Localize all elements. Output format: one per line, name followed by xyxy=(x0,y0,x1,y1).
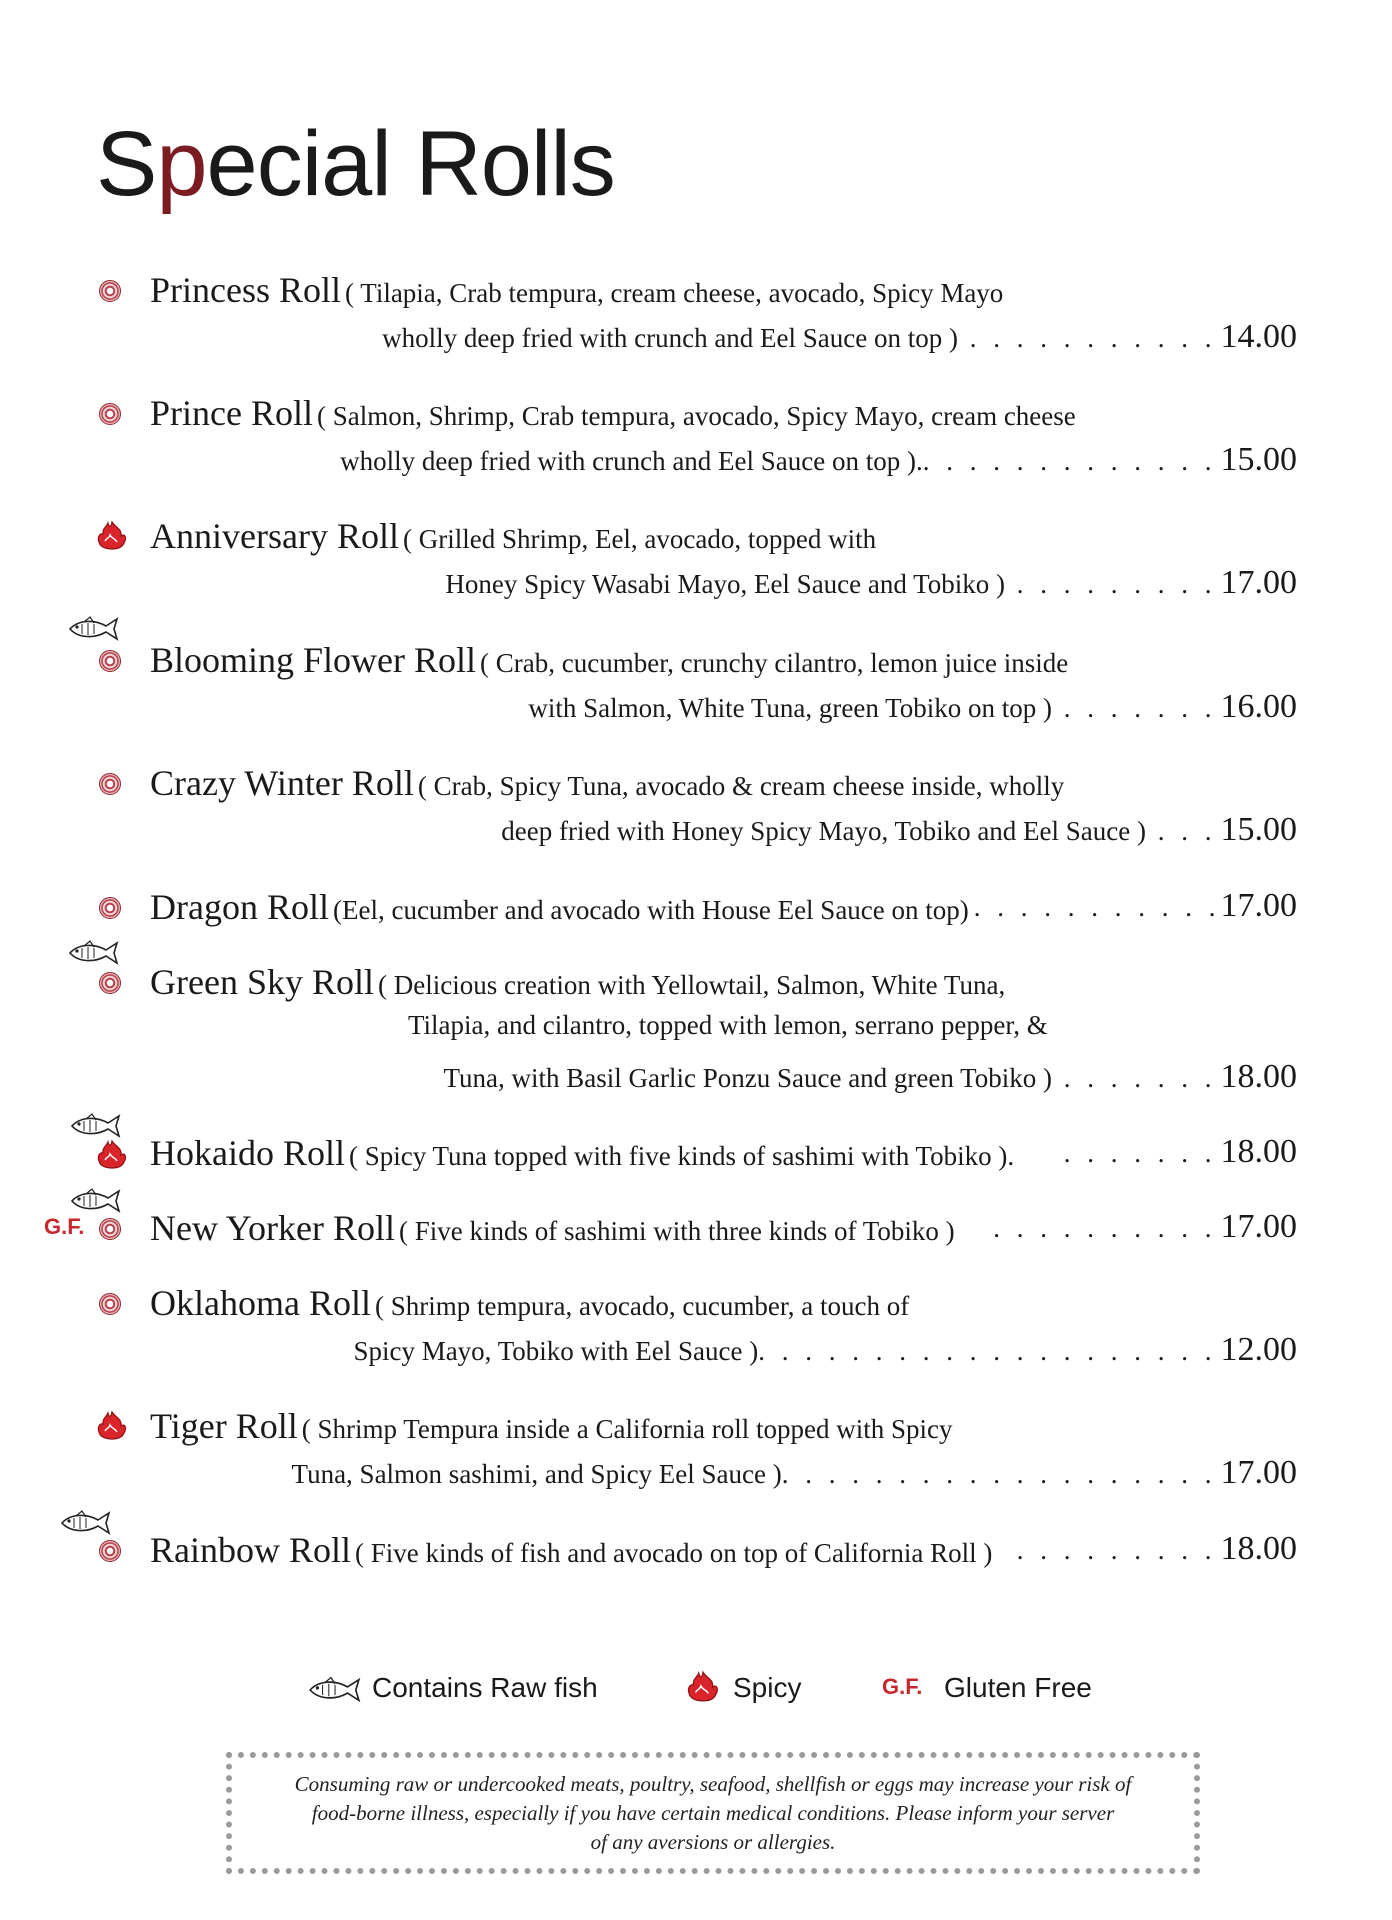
item-description: (Eel, cucumber and avocado with House Eel Sauce on top) xyxy=(332,895,969,925)
item-name: Tiger Roll xyxy=(150,1406,298,1446)
leader-dots: . . . . . . . . . . . xyxy=(958,323,1217,353)
notice-line-2: food-borne illness, especially if you have certain medical conditions. Please inform your server xyxy=(311,1801,1115,1825)
raw-fish-icon xyxy=(58,1510,112,1536)
leader-dots: . . . xyxy=(1146,816,1217,846)
leader-dots: . . . . . . . . . . . . . xyxy=(922,446,1217,476)
leader-dots: . . . . . . . . . . . . . . . . . . . . xyxy=(758,1336,1217,1366)
item-name: Rainbow Roll xyxy=(150,1530,352,1570)
notice-line-1: Consuming raw or undercooked meats, poultry, seafood, shellfish or eggs may increase your risk of xyxy=(294,1772,1132,1796)
item-price: 17.00 xyxy=(1220,1454,1297,1491)
leader-dots: . . . . . . . xyxy=(1063,1138,1217,1168)
item-price: 18.00 xyxy=(1220,1058,1297,1095)
raw-fish-icon xyxy=(306,1676,362,1704)
item-price: 18.00 xyxy=(1220,1530,1297,1567)
item-description: ( Crab, cucumber, crunchy cilantro, lemon juice inside xyxy=(480,648,1069,678)
raw-fish-icon xyxy=(68,1113,122,1139)
item-price: 15.00 xyxy=(1220,441,1297,478)
item-name: Blooming Flower Roll xyxy=(150,640,477,680)
item-description-cont: wholly deep fried with crunch and Eel Sauce on top ) xyxy=(382,323,958,353)
flower-icon xyxy=(99,1293,121,1315)
leader-dots: . . . . . . . . . . xyxy=(993,1213,1217,1243)
item-name: New Yorker Roll xyxy=(150,1208,396,1248)
flower-icon xyxy=(99,403,121,425)
allergy-notice xyxy=(226,1752,1200,1874)
spicy-flame-icon xyxy=(96,1139,128,1169)
item-name: Princess Roll xyxy=(150,270,342,310)
item-price: 17.00 xyxy=(1220,887,1297,924)
item-description-cont: deep fried with Honey Spicy Mayo, Tobiko and Eel Sauce ) xyxy=(501,816,1146,846)
leader-dots: . . . . . . . . . . . . . . . . . . . xyxy=(781,1459,1217,1489)
leader-dots: . . . . . . . . . . . xyxy=(973,892,1221,922)
legend-spicy-label: Spicy xyxy=(733,1672,802,1703)
leader-dots: . . . . . . . . . xyxy=(1016,1535,1217,1565)
item-price: 16.00 xyxy=(1220,688,1297,725)
flower-icon xyxy=(99,897,121,919)
spicy-flame-icon xyxy=(96,1410,128,1440)
leader-dots: . . . . . . . xyxy=(1052,693,1217,723)
item-name: Prince Roll xyxy=(150,393,313,433)
legend xyxy=(0,1668,1392,1708)
raw-fish-icon xyxy=(66,940,120,966)
flower-icon xyxy=(99,1218,121,1240)
item-description-cont: Spicy Mayo, Tobiko with Eel Sauce ) xyxy=(353,1336,759,1366)
item-description-cont: with Salmon, White Tuna, green Tobiko on top ) xyxy=(528,693,1052,723)
item-description: ( Delicious creation with Yellowtail, Salmon, White Tuna, xyxy=(377,970,1006,1000)
item-name: Green Sky Roll xyxy=(150,962,374,1002)
item-price: 14.00 xyxy=(1220,318,1297,355)
raw-fish-icon xyxy=(66,616,120,642)
page-title: Special Rolls xyxy=(96,113,615,215)
item-price: 17.00 xyxy=(1220,1208,1297,1245)
item-description-cont: Tuna, Salmon sashimi, and Spicy Eel Sauce ) xyxy=(291,1459,782,1489)
item-description: ( Grilled Shrimp, Eel, avocado, topped with xyxy=(402,524,877,554)
item-price: 17.00 xyxy=(1220,564,1297,601)
item-name: Crazy Winter Roll xyxy=(150,763,414,803)
item-description: ( Shrimp tempura, avocado, cucumber, a touch of xyxy=(374,1291,910,1321)
leader-dots: . . . . . . . . . xyxy=(1005,569,1217,599)
raw-fish-icon xyxy=(68,1188,122,1214)
item-name: Dragon Roll xyxy=(150,887,329,927)
legend-gluten-free-label: Gluten Free xyxy=(944,1672,1092,1703)
item-description: ( Spicy Tuna topped with five kinds of sashimi with Tobiko ). xyxy=(349,1141,1015,1171)
flower-icon xyxy=(99,773,121,795)
leader-dots: . . . . . . . xyxy=(1052,1063,1217,1093)
item-price: 18.00 xyxy=(1220,1133,1297,1170)
item-name: Anniversary Roll xyxy=(150,516,399,556)
gluten-free-mark: G.F. xyxy=(44,1214,85,1239)
item-description-cont: wholly deep fried with crunch and Eel Sauce on top ). xyxy=(340,446,923,476)
item-description: ( Five kinds of sashimi with three kinds of Tobiko ) xyxy=(399,1216,955,1246)
item-description: ( Salmon, Shrimp, Crab tempura, avocado, Spicy Mayo, cream cheese xyxy=(316,401,1076,431)
flower-icon xyxy=(99,1540,121,1562)
item-description: ( Five kinds of fish and avocado on top of California Roll ) xyxy=(355,1538,993,1568)
item-description-cont: Tuna, with Basil Garlic Ponzu Sauce and green Tobiko ) xyxy=(443,1063,1052,1093)
title-accent-letter: p xyxy=(156,113,207,215)
notice-line-3: of any aversions or allergies. xyxy=(590,1830,836,1854)
item-description: ( Crab, Spicy Tuna, avocado & cream cheese inside, wholly xyxy=(417,771,1065,801)
item-description-mid: Tilapia, and cilantro, topped with lemon, serrano pepper, & xyxy=(408,1010,1048,1040)
flower-icon xyxy=(99,280,121,302)
flower-icon xyxy=(99,972,121,994)
item-description: ( Tilapia, Crab tempura, cream cheese, avocado, Spicy Mayo xyxy=(345,278,1004,308)
item-name: Oklahoma Roll xyxy=(150,1283,371,1323)
item-description: ( Shrimp Tempura inside a California roll topped with Spicy xyxy=(301,1414,953,1444)
flower-icon xyxy=(99,650,121,672)
spicy-flame-icon xyxy=(686,1670,720,1702)
spicy-flame-icon xyxy=(96,520,128,550)
item-description-cont: Honey Spicy Wasabi Mayo, Eel Sauce and Tobiko ) xyxy=(445,569,1005,599)
gluten-free-mark: G.F. xyxy=(882,1674,923,1699)
item-price: 12.00 xyxy=(1220,1331,1297,1368)
item-price: 15.00 xyxy=(1220,811,1297,848)
legend-raw-fish-label: Contains Raw fish xyxy=(372,1672,598,1703)
item-name: Hokaido Roll xyxy=(150,1133,345,1173)
